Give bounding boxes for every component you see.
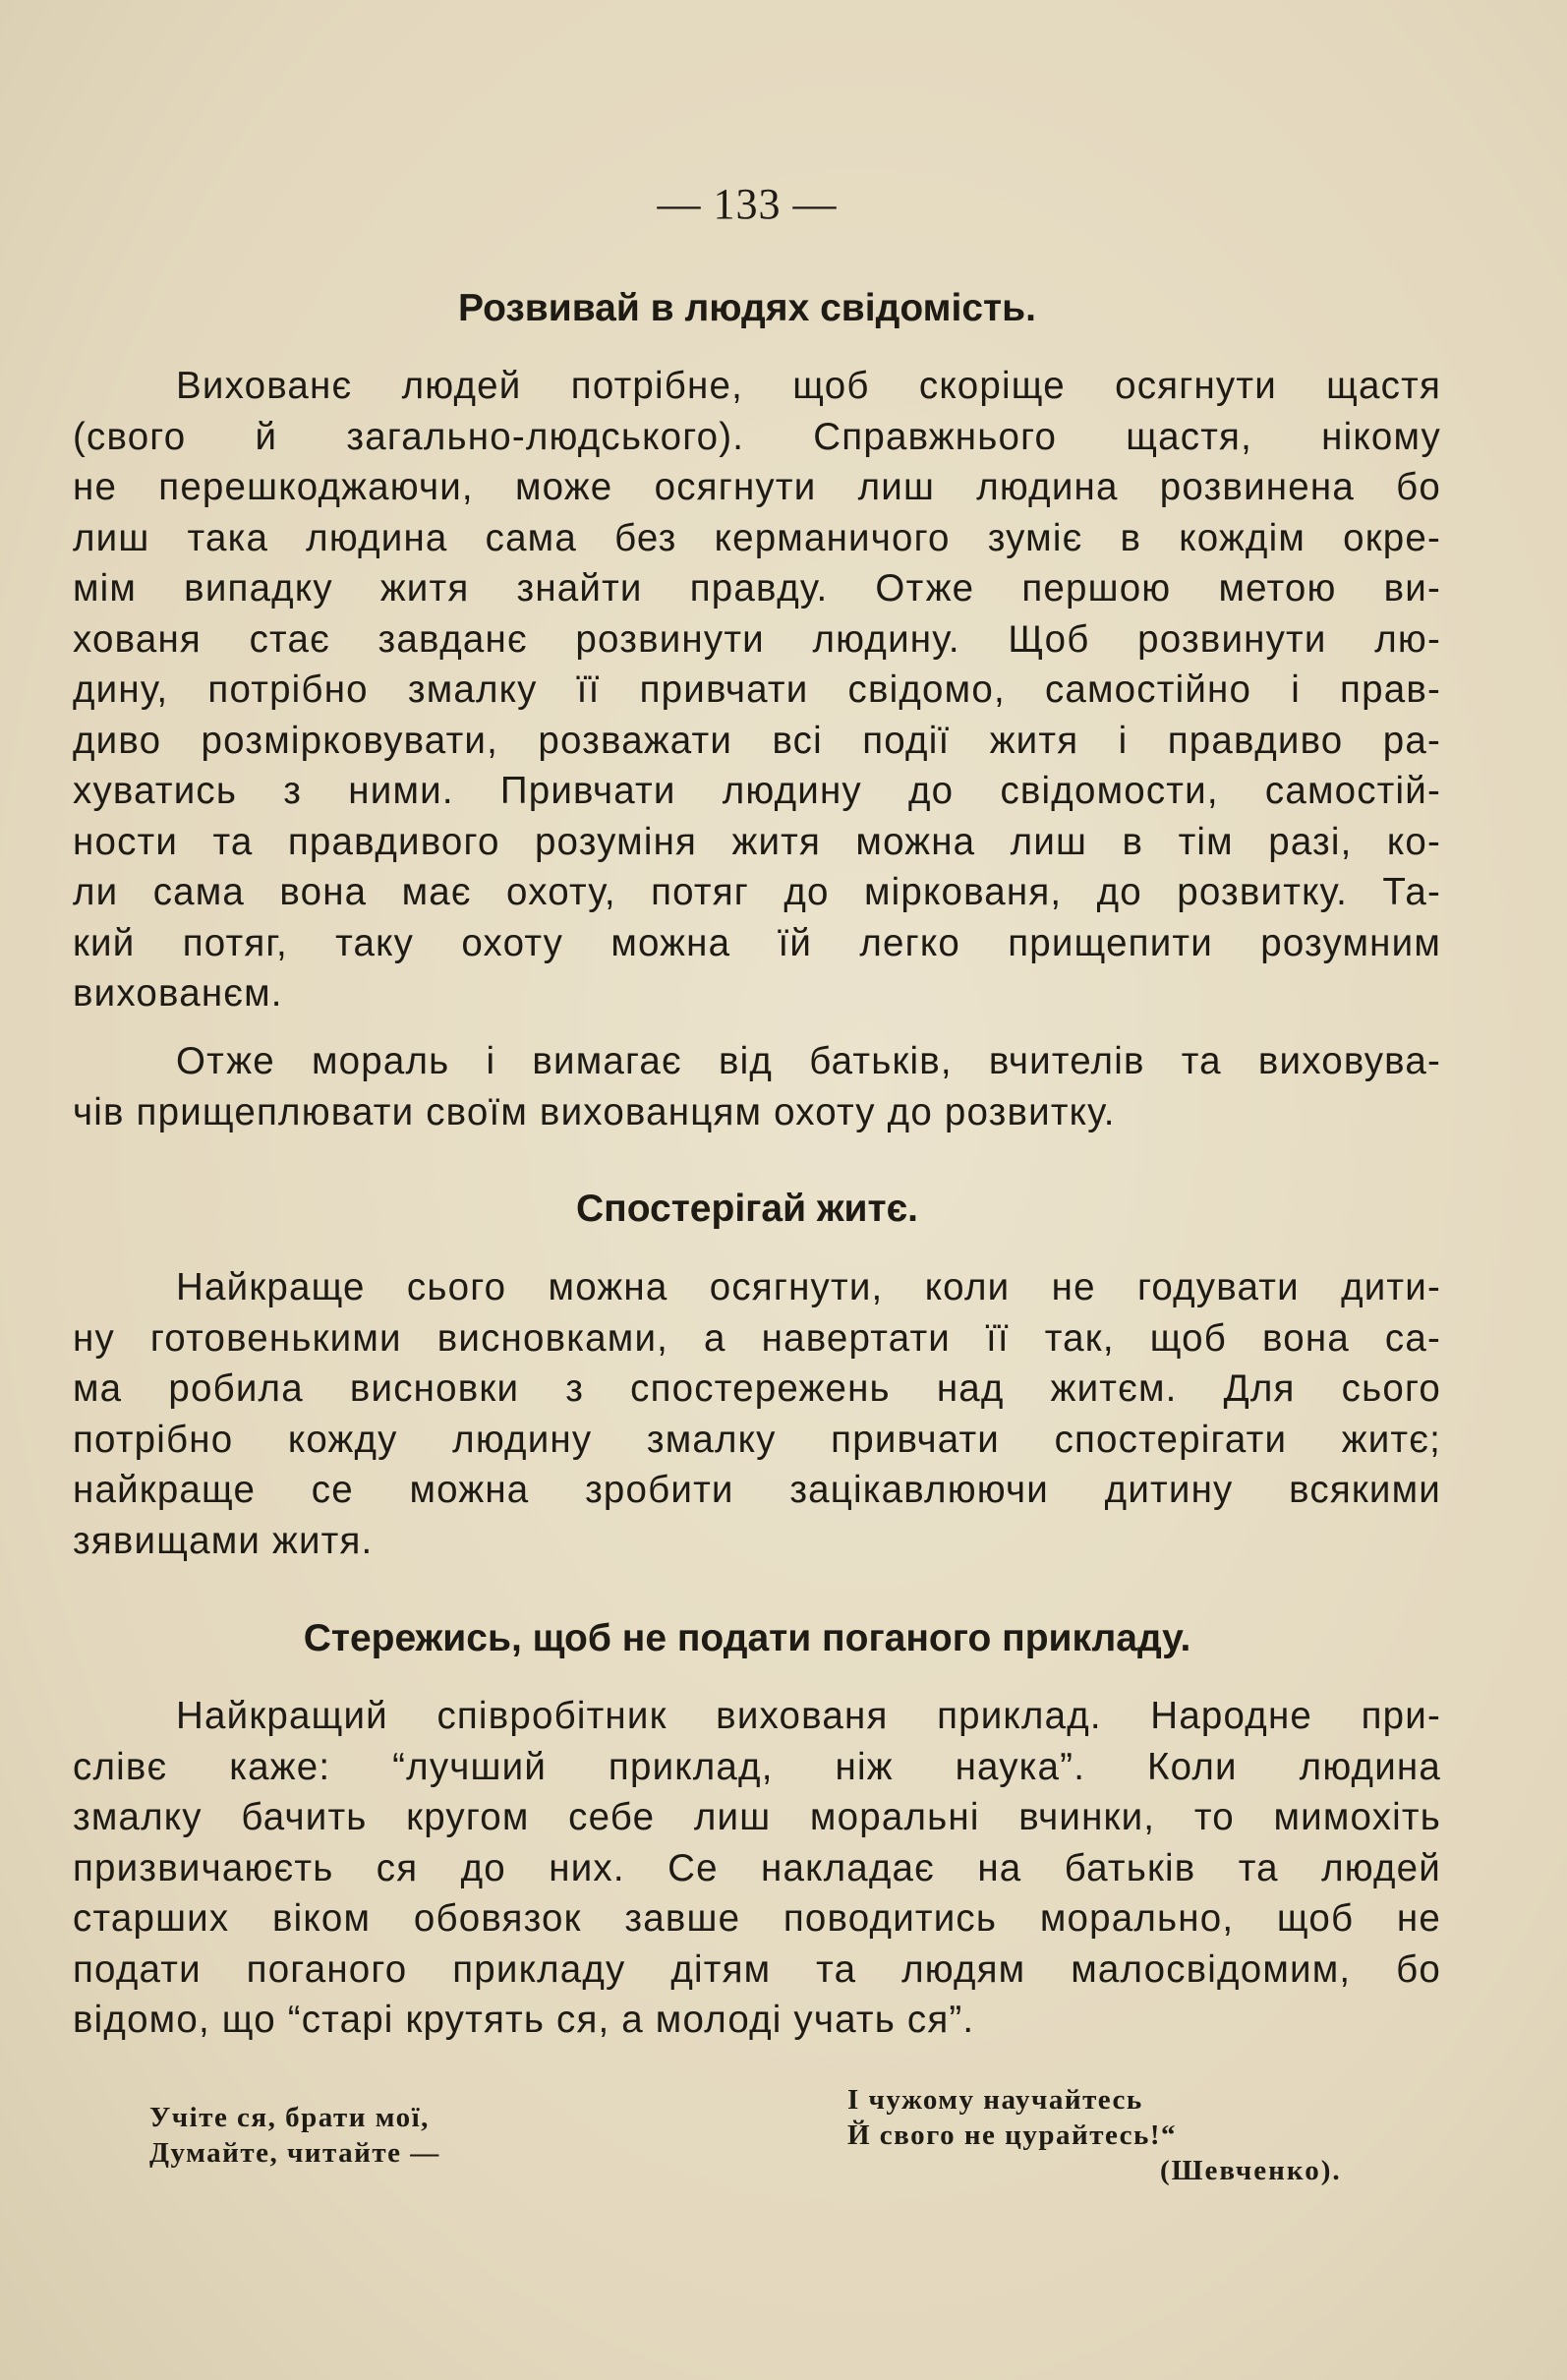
- text-line: ности та правдивого розуміня житя можна лиш в тім разі, ко-: [73, 820, 1441, 863]
- page-number: — 133 —: [657, 180, 838, 228]
- poem-line: Думайте, читайте —: [149, 2137, 440, 2169]
- paragraph-4: [73, 1691, 1441, 2046]
- text-line: кий потяг, таку охоту можна їй легко прищепити розумним: [73, 921, 1441, 964]
- text-line: чів прищеплювати своїм вихованцям охоту до розвитку.: [73, 1090, 1116, 1133]
- poem-left-stanza: [149, 2100, 440, 2171]
- text-line: ма робила висновки з спостережень над житєм. Для сього: [73, 1367, 1441, 1410]
- text-line: Найкраще сього можна осягнути, коли не годувати дити-: [176, 1266, 1441, 1308]
- text-line: відомо, що “старі крутять ся, а молоді учать ся”.: [73, 1999, 975, 2041]
- section-heading-2: Спостерігай житє.: [575, 1188, 918, 1230]
- section-heading-1: Розвивай в людях свідомість.: [458, 287, 1036, 329]
- text-line: зявищами житя.: [73, 1519, 374, 1562]
- text-line: не перешкоджаючи, може осягнути лиш людина розвинена бо: [73, 466, 1441, 508]
- paragraph-3: [73, 1262, 1441, 1566]
- text-line: Найкращий співробітник вихованя приклад. Народне при-: [176, 1695, 1441, 1737]
- poem-attribution: (Шевченко).: [1160, 2155, 1342, 2186]
- text-line: лиш така людина сама без керманичого зуміє в кождім окре-: [73, 516, 1441, 559]
- text-line: потрібно кожду людину змалку привчати спостерігати житє;: [73, 1418, 1441, 1461]
- text-line: призвичаюєть ся до них. Се накладає на батьків та людей: [73, 1846, 1441, 1889]
- text-line: (свого й загально-людського). Справжнього щастя, нікому: [73, 415, 1441, 458]
- paragraph-1: [73, 361, 1441, 1019]
- text-line: хуватись з ними. Привчати людину до свідомости, самостій-: [73, 770, 1441, 812]
- text-line: хованя стає завданє розвинути людину. Щоб розвинути лю-: [73, 617, 1441, 661]
- poem-right-stanza: [847, 2082, 1177, 2153]
- text-line: старших віком обовязок завше поводитись морально, щоб не: [73, 1897, 1441, 1940]
- poem-line: Й свого не цурайтесь!“: [847, 2119, 1178, 2151]
- text-line: Отже мораль і вимагає від батьків, вчителів та виховува-: [176, 1040, 1441, 1082]
- text-line: найкраще се можна зробити зацікавлюючи дитину всякими: [73, 1469, 1441, 1511]
- text-line: ну готовенькими висновками, а навертати її так, щоб вона са-: [73, 1316, 1441, 1360]
- text-line: Вихованє людей потрібне, щоб скоріще осягнути щастя: [176, 365, 1441, 407]
- text-line: ли сама вона має охоту, потяг до міркованя, до розвитку. Та-: [73, 871, 1441, 913]
- text-line: дину, потрібно змалку її привчати свідомо, самостійно і прав-: [73, 668, 1441, 711]
- text-line: диво розмірковувати, розважати всі події житя і правдиво ра-: [73, 719, 1441, 762]
- text-line: вихованєм.: [73, 972, 283, 1015]
- text-line: змалку бачить кругом себе лиш моральні вчинки, то мимохіть: [73, 1796, 1441, 1838]
- poem-line: Учіте ся, брати мої,: [149, 2102, 430, 2133]
- text-line: слівє каже: “лучший приклад, ніж наука”. Коли людина: [73, 1745, 1441, 1788]
- paragraph-2: [73, 1036, 1441, 1137]
- text-line: мім випадку житя знайти правду. Отже першою метою ви-: [73, 567, 1441, 610]
- text-line: подати поганого прикладу дітям та людям малосвідомим, бо: [73, 1947, 1441, 1991]
- poem-line: І чужому научайтесь: [847, 2084, 1143, 2116]
- section-heading-3: Стережись, щоб не подати поганого прикладу.: [303, 1617, 1191, 1659]
